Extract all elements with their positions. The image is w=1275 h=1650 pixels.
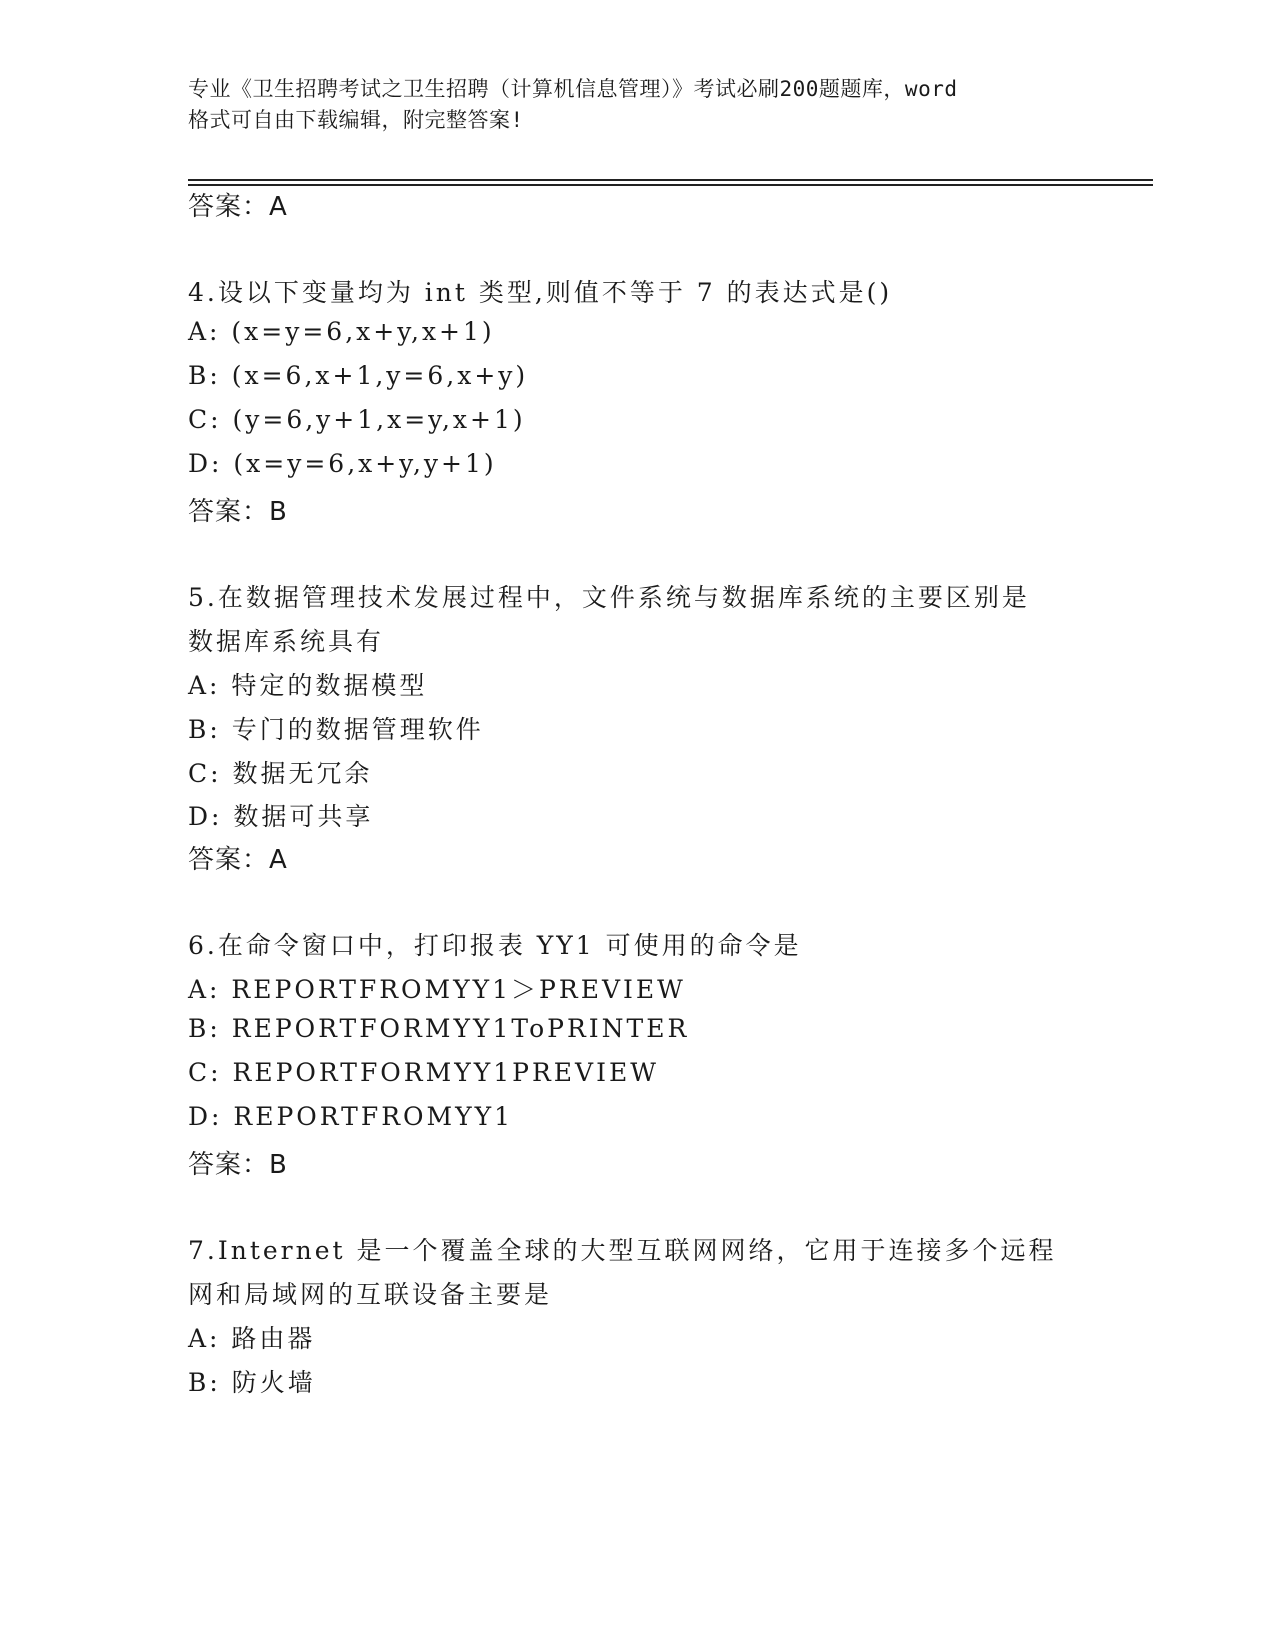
question-5-option-b: B: 专门的数据管理软件 (188, 715, 484, 744)
question-6-answer: 答案：B (188, 1150, 288, 1180)
question-4-option-b: B: (x=6,x+1,y=6,x+y) (188, 361, 529, 390)
question-4-answer: 答案：B (188, 497, 288, 527)
question-6-stem: 6.在命令窗口中，打印报表 YY1 可使用的命令是 (188, 931, 802, 960)
answer-previous: 答案：A (188, 192, 288, 222)
header-divider-top (188, 179, 1153, 181)
header-line-2: 格式可自由下载编辑，附完整答案! (188, 108, 524, 132)
question-4-option-c: C: (y=6,y+1,x=y,x+1) (188, 405, 526, 434)
question-5-stem-line-1: 5.在数据管理技术发展过程中，文件系统与数据库系统的主要区别是 (188, 583, 1030, 612)
question-7-option-a: A: 路由器 (188, 1324, 316, 1353)
question-5-option-a: A: 特定的数据模型 (188, 671, 428, 700)
question-5-answer: 答案：A (188, 845, 288, 875)
question-7-stem-line-1: 7.Internet 是一个覆盖全球的大型互联网网络，它用于连接多个远程 (188, 1236, 1057, 1265)
header-line-1: 专业《卫生招聘考试之卫生招聘（计算机信息管理）》考试必刷200题题库，word (188, 77, 958, 101)
question-6-option-b: B: REPORTFORMYY1ToPRINTER (188, 1014, 690, 1043)
question-6-option-c: C: REPORTFORMYY1PREVIEW (188, 1058, 659, 1087)
question-6-option-d: D: REPORTFROMYY1 (188, 1102, 514, 1131)
header-divider-bottom (188, 184, 1153, 186)
question-7-option-b: B: 防火墙 (188, 1368, 316, 1397)
question-4-option-d: D: (x=y=6,x+y,y+1) (188, 449, 497, 478)
question-5-option-d: D: 数据可共享 (188, 802, 374, 831)
question-4-stem: 4.设以下变量均为 int 类型,则值不等于 7 的表达式是() (188, 278, 893, 307)
document-header (188, 74, 1088, 136)
question-6-option-a: A: REPORTFROMYY1＞PREVIEW (188, 975, 686, 1004)
question-5-stem-line-2: 数据库系统具有 (188, 627, 385, 656)
question-7-stem-line-2: 网和局域网的互联设备主要是 (188, 1280, 553, 1309)
question-5-option-c: C: 数据无冗余 (188, 759, 373, 788)
question-4-option-a: A: (x=y=6,x+y,x+1) (188, 317, 495, 346)
